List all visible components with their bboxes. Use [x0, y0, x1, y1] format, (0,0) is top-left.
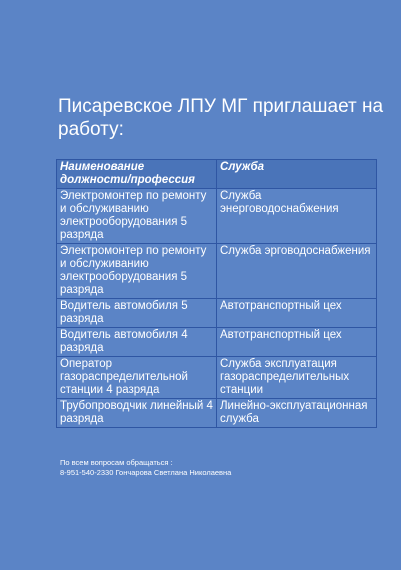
- table-row: [57, 357, 377, 399]
- page-title: Писаревское ЛПУ МГ приглашает на работу:: [58, 96, 384, 140]
- table-row: [57, 328, 377, 357]
- contact-phone-name: 8-951-540-2330 Гончарова Светлана Николаевна: [60, 468, 232, 477]
- cell-position: Водитель автомобиля 4 разряда: [57, 328, 217, 357]
- table-header-row: [57, 160, 377, 189]
- table-row: [57, 244, 377, 299]
- contact-intro: По всем вопросам обращаться :: [60, 458, 173, 467]
- table-row: [57, 299, 377, 328]
- cell-position: Электромонтер по ремонту и обслуживанию электрооборудования 5 разряда: [57, 244, 217, 299]
- cell-service: Линейно-эксплуатационная служба: [217, 399, 377, 428]
- cell-position: Электромонтер по ремонту и обслуживанию электрооборудования 5 разряда: [57, 189, 217, 244]
- cell-service: Автотранспортный цех: [217, 299, 377, 328]
- cell-service: Автотранспортный цех: [217, 328, 377, 357]
- cell-position: Водитель автомобиля 5 разряда: [57, 299, 217, 328]
- header-position: Наименование должности/профессия: [57, 160, 217, 189]
- table-row: [57, 189, 377, 244]
- header-service: Служба: [217, 160, 377, 189]
- vacancy-table: [56, 159, 377, 428]
- contact-info: [60, 458, 231, 478]
- cell-service: Служба эксплуатация газораспределительных станции: [217, 357, 377, 399]
- cell-position: Трубопроводчик линейный 4 разряда: [57, 399, 217, 428]
- table-row: [57, 399, 377, 428]
- cell-position: Оператор газораспределительной станции 4 разряда: [57, 357, 217, 399]
- cell-service: Служба энерговодоснабжения: [217, 189, 377, 244]
- cell-service: Служба эрговодоснабжения: [217, 244, 377, 299]
